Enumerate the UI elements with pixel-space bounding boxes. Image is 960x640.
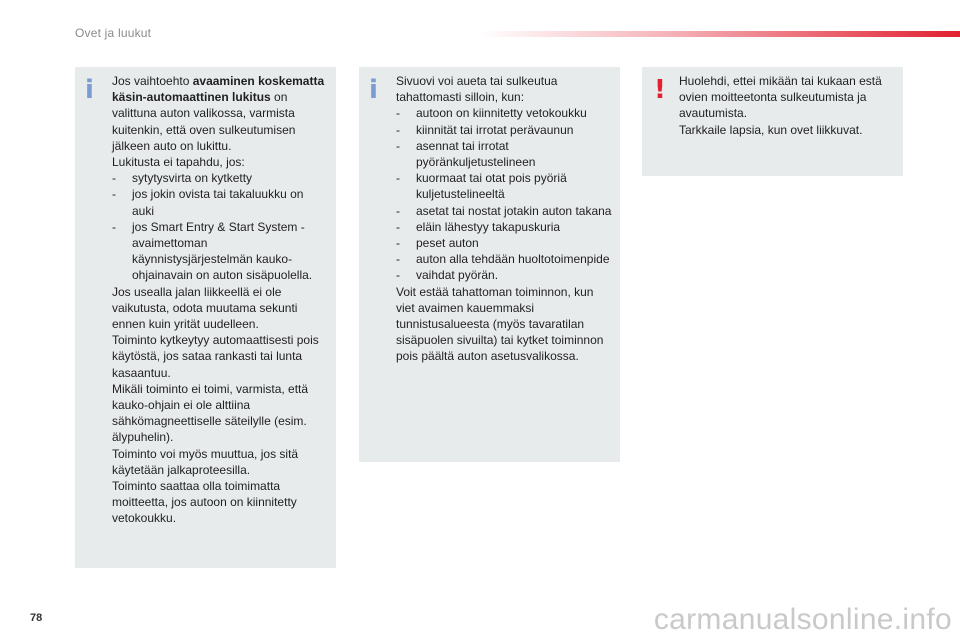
list-item: - jos jokin ovista tai takaluukku on auki xyxy=(112,186,328,218)
page-number: 78 xyxy=(30,612,43,624)
info-icon: i xyxy=(369,75,378,105)
warning-icon: ! xyxy=(654,75,666,105)
info-box-text xyxy=(112,73,328,527)
list-item: - kuormaat tai otat pois pyöriä kuljetustelineeltä xyxy=(396,170,612,202)
situation-list xyxy=(396,105,612,283)
paragraph: Toiminto kytkeytyy automaattisesti pois käytöstä, jos sataa rankasti tai lunta kasaantuu. xyxy=(112,333,319,380)
list-item: - sytytysvirta on kytketty xyxy=(112,170,328,186)
condition-heading: Lukitusta ei tapahdu, jos: xyxy=(112,155,245,170)
info-box-hands-free-locking xyxy=(75,67,336,568)
paragraph: Toiminto saattaa olla toimimatta moitteetta, jos autoon on kiinnitetty vetokoukku. xyxy=(112,479,297,526)
list-item: - asennat tai irrotat pyöränkuljetustelineen xyxy=(396,138,612,170)
list-item: - asetat tai nostat jotakin auton takana xyxy=(396,203,612,219)
info-icon: i xyxy=(85,75,94,105)
list-item: - vaihdat pyörän. xyxy=(396,267,612,283)
option-name: avaaminen koskematta käsin-automaattinen lukitus xyxy=(112,74,325,105)
list-item: - peset auton xyxy=(396,235,612,251)
paragraph: Mikäli toiminto ei toimi, varmista, että kauko-ohjain ei ole alttiina sähkömagneettiselle säteilylle (esim. älypuhelin). xyxy=(112,381,309,445)
list-item: - auton alla tehdään huoltotoimenpide xyxy=(396,251,612,267)
intro-paragraph: Sivuovi voi aueta tai sulkeutua tahattomasti silloin, kun: xyxy=(396,74,558,105)
warning-box-text xyxy=(679,73,895,138)
paragraph: Toiminto voi myös muuttua, jos sitä käytetään jalkaproteesilla. xyxy=(112,446,299,477)
list-item: - eläin lähestyy takapuskuria xyxy=(396,219,612,235)
header-accent-rule xyxy=(480,31,960,37)
outro-paragraph: Voit estää tahattoman toiminnon, kun viet avaimen kauemmaksi tunnistusalueesta (myös tavaratilan sisäpuolen sivuilta) tai kytket toiminnon pois päältä auton asetusvalikossa. xyxy=(396,284,604,364)
list-item: - kiinnität tai irrotat perävaunun xyxy=(396,122,612,138)
list-item: - jos Smart Entry & Start System -avaimettoman käynnistysjärjestelmän kauko-ohjainavain on auton sisäpuolella. xyxy=(112,219,328,284)
paragraph: Huolehdi, ettei mikään tai kukaan estä ovien moitteetonta sulkeutumista ja avautumista. xyxy=(679,74,882,121)
info-box-text xyxy=(396,73,612,365)
paragraph: Jos usealla jalan liikkeellä ei ole vaikutusta, odota muutama sekunti ennen kuin yrität uudelleen. xyxy=(112,284,298,332)
section-title: Ovet ja luukut xyxy=(75,26,152,40)
warning-box xyxy=(642,67,903,176)
condition-list xyxy=(112,170,328,283)
intro-paragraph: Jos vaihtoehto avaaminen koskematta käsin-automaattinen lukitus on valittuna auton valikossa, varmista kuitenkin, että oven sulkeutumisen jälkeen auto on lukittu. xyxy=(112,74,325,153)
info-box-sliding-door xyxy=(359,67,620,462)
list-item: - autoon on kiinnitetty vetokoukku xyxy=(396,105,612,121)
paragraph: Tarkkaile lapsia, kun ovet liikkuvat. xyxy=(679,122,863,137)
watermark: carmanualsonline.info xyxy=(653,603,952,636)
